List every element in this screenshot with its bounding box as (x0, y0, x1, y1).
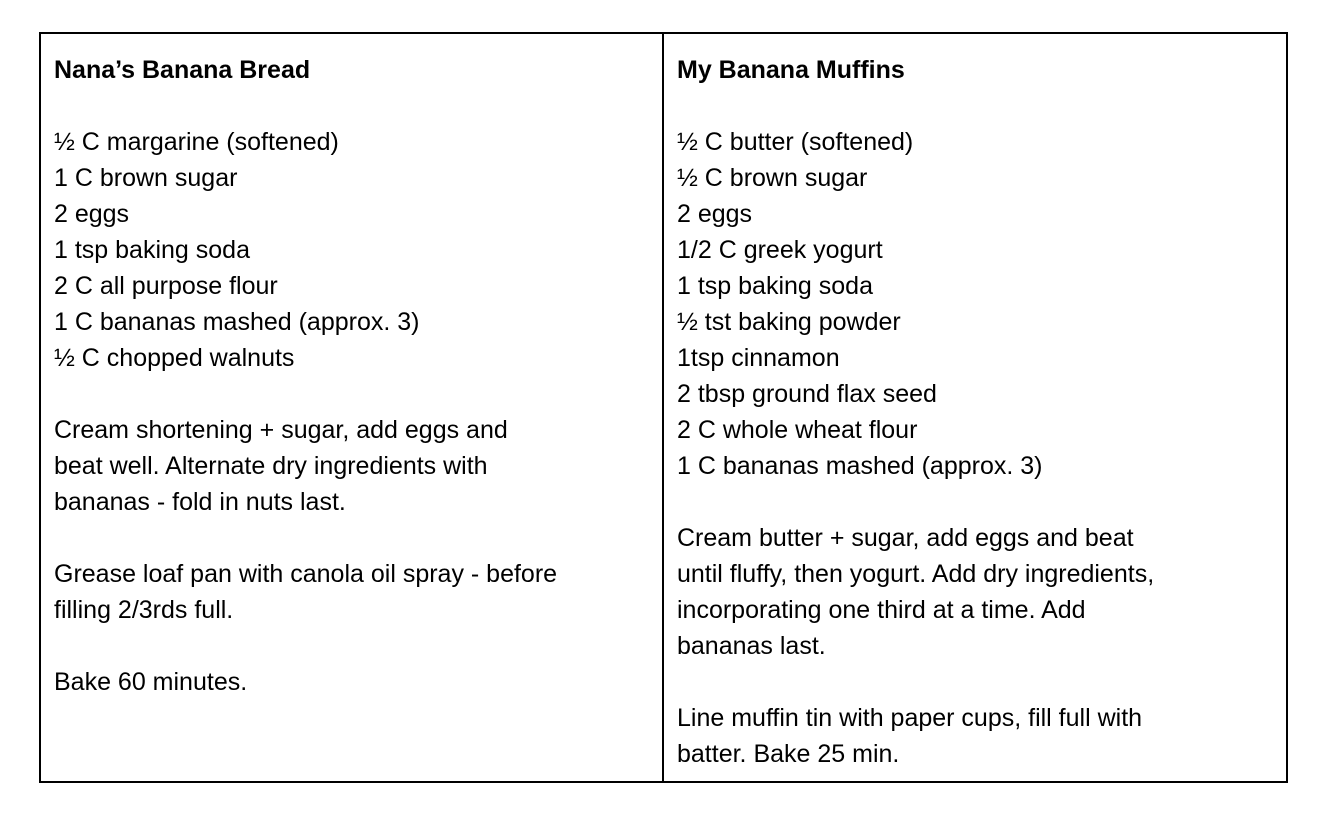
spacer (54, 88, 650, 124)
ingredient-line: 2 C whole wheat flour (677, 416, 918, 444)
spacer (677, 88, 1274, 124)
ingredient-line: ½ tst baking powder (677, 308, 901, 336)
spacer (54, 628, 650, 664)
method-line: Grease loaf pan with canola oil spray - before (54, 560, 558, 588)
banana-bread-title: Nana’s Banana Bread (54, 56, 311, 84)
ingredient-line: 1tsp cinnamon (677, 344, 840, 372)
banana-muffins-title: My Banana Muffins (677, 56, 905, 84)
spacer (677, 664, 1274, 700)
method-line: beat well. Alternate dry ingredients with (54, 452, 488, 480)
spacer (677, 484, 1274, 520)
method-line: bananas - fold in nuts last. (54, 488, 346, 516)
ingredient-line: 1 C bananas mashed (approx. 3) (54, 308, 420, 336)
recipe-table (39, 32, 1288, 783)
ingredient-line: 2 C all purpose flour (54, 272, 278, 300)
method-line: Bake 60 minutes. (54, 668, 248, 696)
spacer (54, 520, 650, 556)
ingredient-line: ½ C brown sugar (677, 164, 868, 192)
banana-muffins-column (664, 34, 1286, 781)
method-line: Cream shortening + sugar, add eggs and (54, 416, 508, 444)
ingredient-line: 1 tsp baking soda (54, 236, 250, 264)
ingredient-line: 1 C bananas mashed (approx. 3) (677, 452, 1043, 480)
method-line: filling 2/3rds full. (54, 596, 234, 624)
ingredient-line: ½ C margarine (softened) (54, 128, 339, 156)
method-line: incorporating one third at a time. Add (677, 596, 1086, 624)
method-line: Cream butter + sugar, add eggs and beat (677, 524, 1134, 552)
ingredient-line: ½ C butter (softened) (677, 128, 914, 156)
ingredient-line: 1 C brown sugar (54, 164, 238, 192)
ingredient-line: 2 eggs (54, 200, 130, 228)
method-line: until fluffy, then yogurt. Add dry ingredients, (677, 560, 1155, 588)
ingredient-line: 1/2 C greek yogurt (677, 236, 883, 264)
ingredient-line: 2 eggs (677, 200, 753, 228)
method-line: Line muffin tin with paper cups, fill full with (677, 704, 1143, 732)
method-line: bananas last. (677, 632, 826, 660)
method-line: batter. Bake 25 min. (677, 740, 900, 768)
spacer (54, 376, 650, 412)
ingredient-line: 1 tsp baking soda (677, 272, 873, 300)
ingredient-line: ½ C chopped walnuts (54, 344, 295, 372)
ingredient-line: 2 tbsp ground flax seed (677, 380, 937, 408)
banana-bread-column (41, 34, 664, 781)
